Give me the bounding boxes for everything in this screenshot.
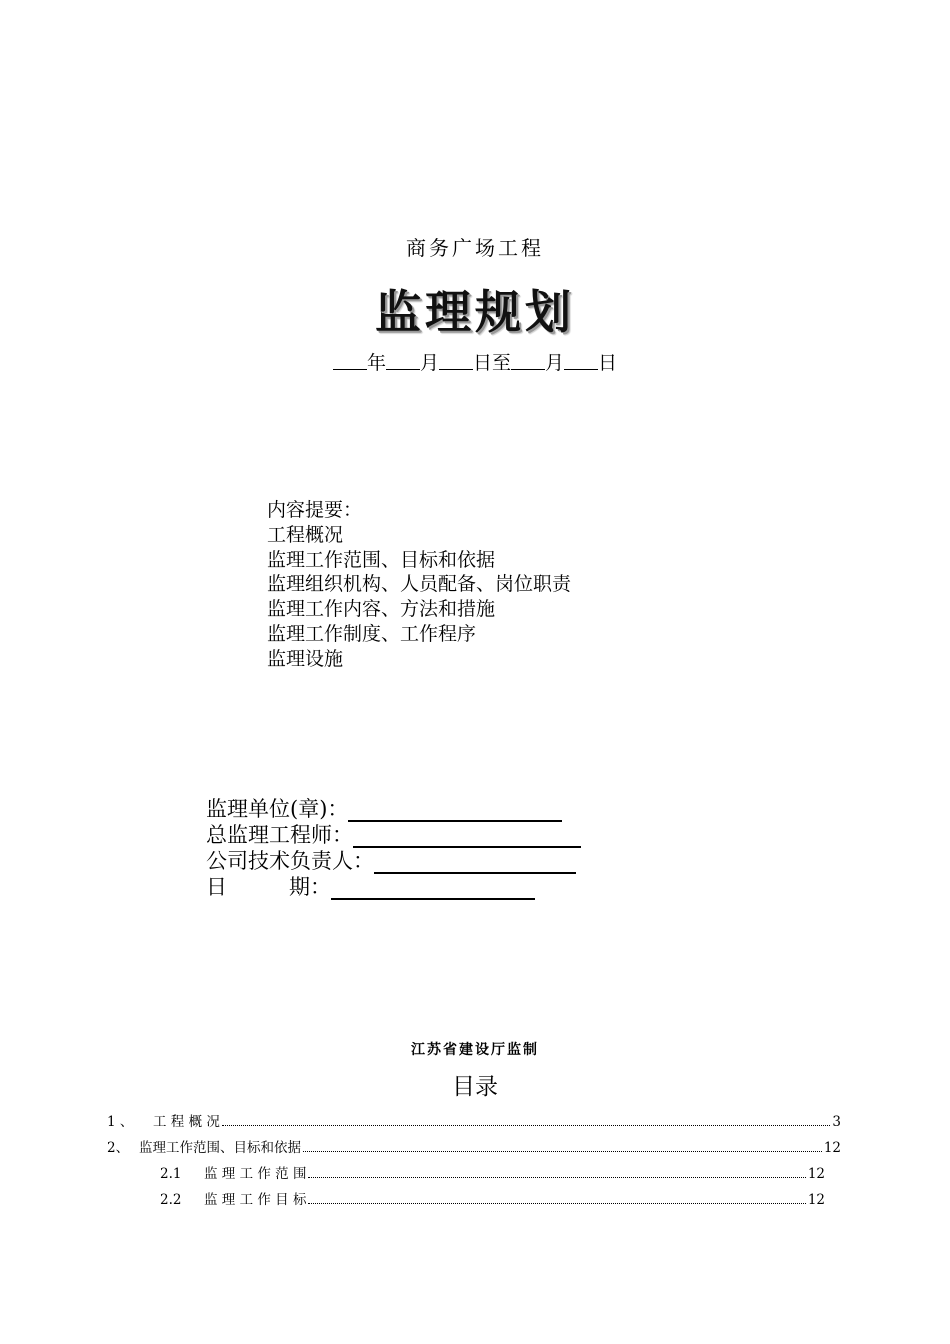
toc-entry[interactable] — [107, 1110, 841, 1136]
chief-engineer-row — [206, 822, 581, 848]
issuer-label: 江苏省建设厅监制 — [411, 1042, 539, 1058]
toc-entry[interactable] — [107, 1162, 841, 1188]
toc-page-number: 12 — [807, 1166, 825, 1182]
supervision-unit-field[interactable] — [348, 798, 562, 822]
toc-entry[interactable] — [107, 1188, 841, 1214]
day-blank-1 — [439, 352, 473, 370]
day-blank-2 — [564, 352, 598, 370]
toc-number: 1 、 — [107, 1114, 134, 1130]
toc-label: 监理工作范围、目标和依据 — [139, 1140, 301, 1156]
month-blank-2 — [511, 352, 545, 370]
table-of-contents — [107, 1110, 841, 1214]
day-to-label: 日至 — [472, 352, 511, 374]
month-blank-1 — [386, 352, 420, 370]
toc-page-number: 12 — [807, 1192, 825, 1208]
date-field[interactable] — [331, 876, 535, 900]
content-summary — [267, 498, 571, 672]
toc-leader-dots — [303, 1142, 822, 1152]
signature-block — [206, 796, 581, 900]
summary-item: 工程概况 — [267, 523, 344, 546]
date-range-line — [0, 348, 950, 375]
summary-item: 监理组织机构、人员配备、岗位职责 — [267, 573, 572, 596]
toc-leader-dots — [308, 1168, 805, 1178]
toc-number: 2.1 — [160, 1166, 182, 1182]
month-label-2: 月 — [545, 352, 565, 374]
date-label-a: 日 — [206, 875, 227, 899]
tech-lead-field[interactable] — [374, 850, 576, 874]
tech-lead-row — [206, 848, 581, 874]
date-row — [206, 874, 581, 900]
toc-label: 监 理 工 作 范 围 — [204, 1166, 307, 1182]
toc-label: 监 理 工 作 目 标 — [204, 1192, 307, 1208]
project-name: 商务广场工程 — [406, 236, 544, 260]
toc-page-number: 3 — [832, 1114, 841, 1130]
toc-page-number: 12 — [823, 1140, 841, 1156]
chief-engineer-label: 总监理工程师： — [206, 823, 353, 847]
day-label: 日 — [598, 352, 618, 374]
toc-leader-dots — [308, 1194, 805, 1204]
date-label-b: 期： — [289, 875, 331, 899]
toc-number: 2.2 — [160, 1192, 182, 1208]
month-label-1: 月 — [419, 352, 439, 374]
supervision-unit-row — [206, 796, 581, 822]
toc-number: 2、 — [107, 1140, 130, 1156]
summary-item: 监理设施 — [267, 647, 344, 670]
document-title: 监理规划 — [375, 285, 575, 339]
summary-item: 监理工作内容、方法和措施 — [267, 598, 496, 621]
summary-item: 监理工作范围、目标和依据 — [267, 548, 496, 571]
toc-entry[interactable] — [107, 1136, 841, 1162]
year-label: 年 — [366, 352, 386, 374]
toc-leader-dots — [222, 1116, 831, 1126]
tech-lead-label: 公司技术负责人： — [206, 849, 374, 873]
supervision-unit-label: 监理单位(章)： — [206, 797, 349, 821]
toc-label: 工 程 概 况 — [153, 1114, 220, 1130]
chief-engineer-field[interactable] — [353, 824, 581, 848]
summary-item: 监理工作制度、工作程序 — [267, 622, 477, 645]
summary-heading: 内容提要： — [267, 499, 363, 521]
toc-heading: 目录 — [452, 1074, 498, 1100]
year-blank — [333, 352, 367, 370]
